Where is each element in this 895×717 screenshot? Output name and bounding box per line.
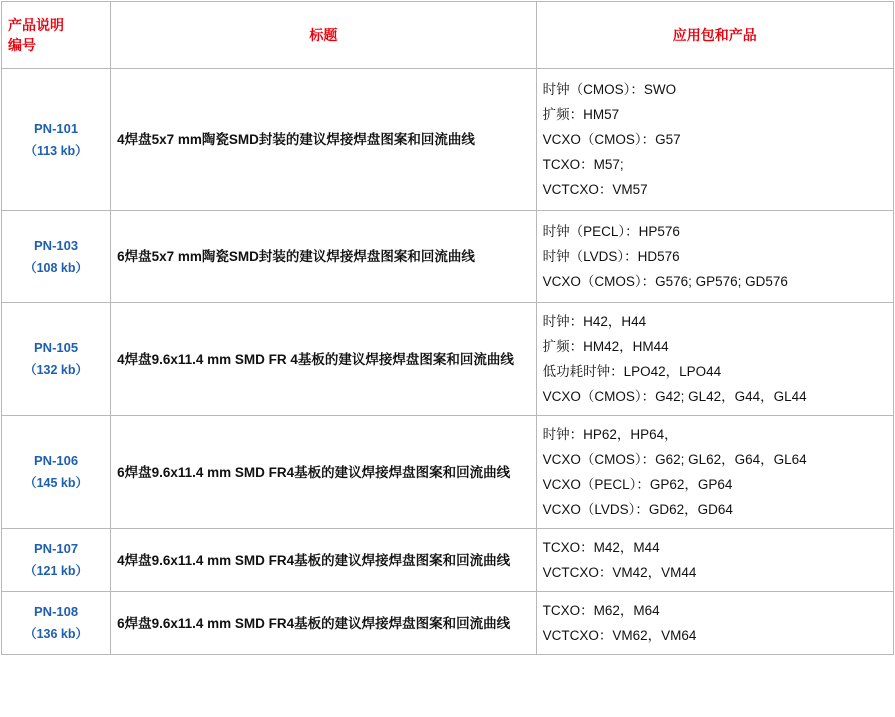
file-size: （145 kb） (24, 476, 89, 490)
cell-applications (536, 416, 893, 529)
application-line: VCTCXO：VM42，VM44 (542, 565, 697, 580)
file-size: （136 kb） (24, 627, 89, 641)
application-line: VCXO（CMOS）：G57 (542, 132, 681, 147)
product-number-link[interactable]: PN-103 (34, 237, 79, 253)
application-line: TCXO：M57; (542, 157, 624, 172)
product-number-link[interactable]: PN-108 (34, 604, 79, 619)
table-row (2, 69, 894, 211)
column-header-product-number-line1: 产品说明 (8, 17, 64, 33)
header-row (2, 2, 894, 69)
file-size: （121 kb） (24, 564, 89, 578)
application-line: 低功耗时钟：LPO42，LPO44 (542, 364, 722, 379)
table-header (2, 2, 894, 69)
application-line: VCXO（CMOS）：G62; GL62，G64，GL64 (542, 452, 807, 467)
cell-product-number[interactable] (2, 211, 111, 303)
application-line: 时钟：H42，H44 (542, 314, 647, 329)
cell-applications (536, 529, 893, 592)
table-row (2, 416, 894, 529)
application-line: TCXO：M42，M44 (542, 540, 660, 555)
cell-product-number[interactable] (2, 303, 111, 416)
table-row (2, 592, 894, 655)
cell-applications (536, 211, 893, 303)
cell-applications (536, 69, 893, 211)
product-number-link[interactable]: PN-101 (34, 120, 79, 136)
cell-product-number[interactable] (2, 529, 111, 592)
application-line: VCTCXO：VM62，VM64 (542, 628, 697, 643)
application-line: VCXO（PECL）：GP62，GP64 (542, 477, 733, 492)
product-number-link[interactable]: PN-106 (34, 453, 79, 468)
application-line: TCXO：M62，M64 (542, 603, 660, 618)
table-row (2, 303, 894, 416)
cell-title: 6焊盘5x7 mm陶瓷SMD封装的建议焊接焊盘图案和回流曲线 (111, 211, 536, 303)
application-line: VCTCXO：VM57 (542, 182, 648, 197)
cell-title: 6焊盘9.6x11.4 mm SMD FR4基板的建议焊接焊盘图案和回流曲线 (111, 592, 536, 655)
cell-applications (536, 592, 893, 655)
application-line: 扩频：HM42，HM44 (542, 339, 669, 354)
product-number-link[interactable]: PN-105 (34, 340, 79, 355)
application-line: 时钟（LVDS）：HD576 (542, 249, 680, 264)
application-line: 时钟（PECL）：HP576 (542, 224, 680, 239)
application-line: 时钟：HP62，HP64， (542, 427, 678, 442)
product-documents-table (1, 1, 894, 655)
cell-title: 4焊盘9.6x11.4 mm SMD FR4基板的建议焊接焊盘图案和回流曲线 (111, 529, 536, 592)
cell-product-number[interactable] (2, 416, 111, 529)
cell-product-number[interactable] (2, 69, 111, 211)
column-header-product-number-line2: 编号 (8, 37, 36, 53)
cell-product-number[interactable] (2, 592, 111, 655)
file-size: （108 kb） (24, 260, 89, 275)
column-header-product-number (2, 2, 111, 69)
application-line: 时钟（CMOS）：SWO (542, 82, 677, 97)
table-row (2, 211, 894, 303)
file-size: （113 kb） (24, 143, 88, 158)
application-line: VCXO（CMOS）：G42; GL42，G44，GL44 (542, 389, 807, 404)
application-line: VCXO（CMOS）：G576; GP576; GD576 (542, 274, 788, 289)
application-line: 扩频：HM57 (542, 107, 620, 122)
table-row (2, 529, 894, 592)
table-body (2, 69, 894, 655)
product-number-link[interactable]: PN-107 (34, 541, 79, 556)
cell-title: 4焊盘5x7 mm陶瓷SMD封装的建议焊接焊盘图案和回流曲线 (111, 69, 536, 211)
cell-applications (536, 303, 893, 416)
column-header-title: 标题 (111, 2, 536, 69)
column-header-applications: 应用包和产品 (536, 2, 893, 69)
cell-title: 6焊盘9.6x11.4 mm SMD FR4基板的建议焊接焊盘图案和回流曲线 (111, 416, 536, 529)
application-line: VCXO（LVDS）：GD62，GD64 (542, 502, 733, 517)
file-size: （132 kb） (24, 363, 89, 377)
cell-title: 4焊盘9.6x11.4 mm SMD FR 4基板的建议焊接焊盘图案和回流曲线 (111, 303, 536, 416)
